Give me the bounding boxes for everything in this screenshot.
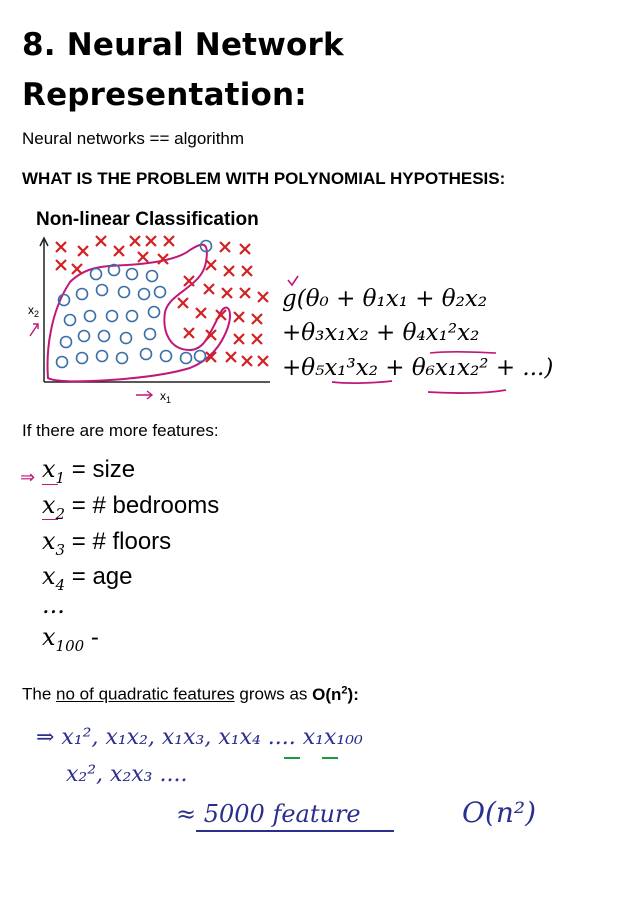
classification-figure [20,232,620,412]
cross-marker [56,260,66,270]
features-heading: If there are more features: [22,421,219,440]
underline-annotation [428,390,506,393]
circle-marker [85,311,96,322]
circle-marker [97,351,108,362]
cross-marker [204,284,214,294]
cross-marker [226,352,236,362]
handwritten-line-3: ≈ 5000 feature [176,800,361,828]
circle-marker [107,311,118,322]
handwritten-line-1: ⇒ x₁², x₁x₂, x₁x₃, x₁x₄ .... x₁x₁₀₀ [36,725,363,750]
cross-marker [224,266,234,276]
xlabel-arrow-icon [136,391,152,399]
circle-marker [97,285,108,296]
x-axis-label: $x_1$ [160,389,172,405]
class-circles [57,241,212,368]
cross-marker [164,236,174,246]
cross-marker [220,242,230,252]
class-crosses [56,236,268,366]
cross-marker [252,334,262,344]
feature-row-ellipsis: ... [42,591,65,619]
cross-marker [234,312,244,322]
cross-marker [178,298,188,308]
cross-marker [184,276,194,286]
circle-marker [61,337,72,348]
intro-text: Neural networks == algorithm [22,129,245,148]
circle-marker [77,289,88,300]
feature-row: $x_4$ = age [42,562,133,594]
page-title-line2: Representation: [22,77,307,113]
circle-marker [181,353,192,364]
circle-marker [127,311,138,322]
circle-marker [147,271,158,282]
cross-marker [222,288,232,298]
complexity-term: $O(n^2)$: [312,684,359,704]
pointer-arrow-icon: ⇒ [20,467,36,487]
cross-marker [56,242,66,252]
circle-marker [141,349,152,360]
underline-annotation [332,381,392,383]
handwritten-line-2: x₂², x₂x₃ .... [66,762,188,787]
cross-marker [252,314,262,324]
quadratic-features-term: no of quadratic features [56,684,235,704]
cross-marker [78,246,88,256]
cross-marker [258,356,268,366]
feature-row: $x_3$ = # floors [42,527,172,559]
circle-marker [79,331,90,342]
cross-marker [242,266,252,276]
cross-marker [184,328,194,338]
feature-row: $x_{100}$ - [42,623,99,655]
circle-marker [139,289,150,300]
circle-marker [149,307,160,318]
quadratic-statement: The no of quadratic features grows as $O(n^2)$: [22,684,359,704]
circle-marker [161,351,172,362]
circle-marker [195,351,206,362]
overline-annotation [430,352,496,353]
circle-marker [91,269,102,280]
feature-row: $x_1$ = size [42,455,136,487]
green-mark [284,757,300,759]
formula-line-2: +θ₃x₁x₂ + θ₄x₁²x₂ [282,320,480,346]
cross-marker [258,292,268,302]
circle-marker [77,353,88,364]
circle-marker [121,333,132,344]
feature-list [20,455,320,660]
cross-marker [206,260,216,270]
cross-marker [146,236,156,246]
circle-marker [155,287,166,298]
cross-marker [114,246,124,256]
cross-marker [196,308,206,318]
handwritten-line-4: O(n²) [462,796,537,829]
check-mark-icon [288,276,298,285]
feature-row: $x_2$ = # bedrooms [42,491,220,523]
circle-marker [57,357,68,368]
cross-marker [240,244,250,254]
cross-marker [242,356,252,366]
page-title-line1: 8. Neural Network [22,27,344,63]
cross-marker [130,236,140,246]
cross-marker [234,334,244,344]
green-mark [322,757,338,759]
handwritten-underline [196,830,394,832]
formula-line-3: +θ₅x₁³x₂ + θ₆x₁x₂² + ...) [282,355,554,381]
problem-heading: WHAT IS THE PROBLEM WITH POLYNOMIAL HYPOTHESIS: [22,169,506,188]
cross-marker [240,288,250,298]
circle-marker [117,353,128,364]
figure-title: Non-linear Classification [36,209,259,230]
y-axis-label: $x_2$ [28,303,40,319]
circle-marker [119,287,130,298]
ylabel-arrow-icon [30,324,38,336]
formula-line-1: g(θ₀ + θ₁x₁ + θ₂x₂ [282,286,488,312]
circle-marker [127,269,138,280]
cross-marker [96,236,106,246]
cross-marker [72,264,82,274]
circle-marker [65,315,76,326]
circle-marker [99,331,110,342]
cross-marker [138,252,148,262]
circle-marker [145,329,156,340]
